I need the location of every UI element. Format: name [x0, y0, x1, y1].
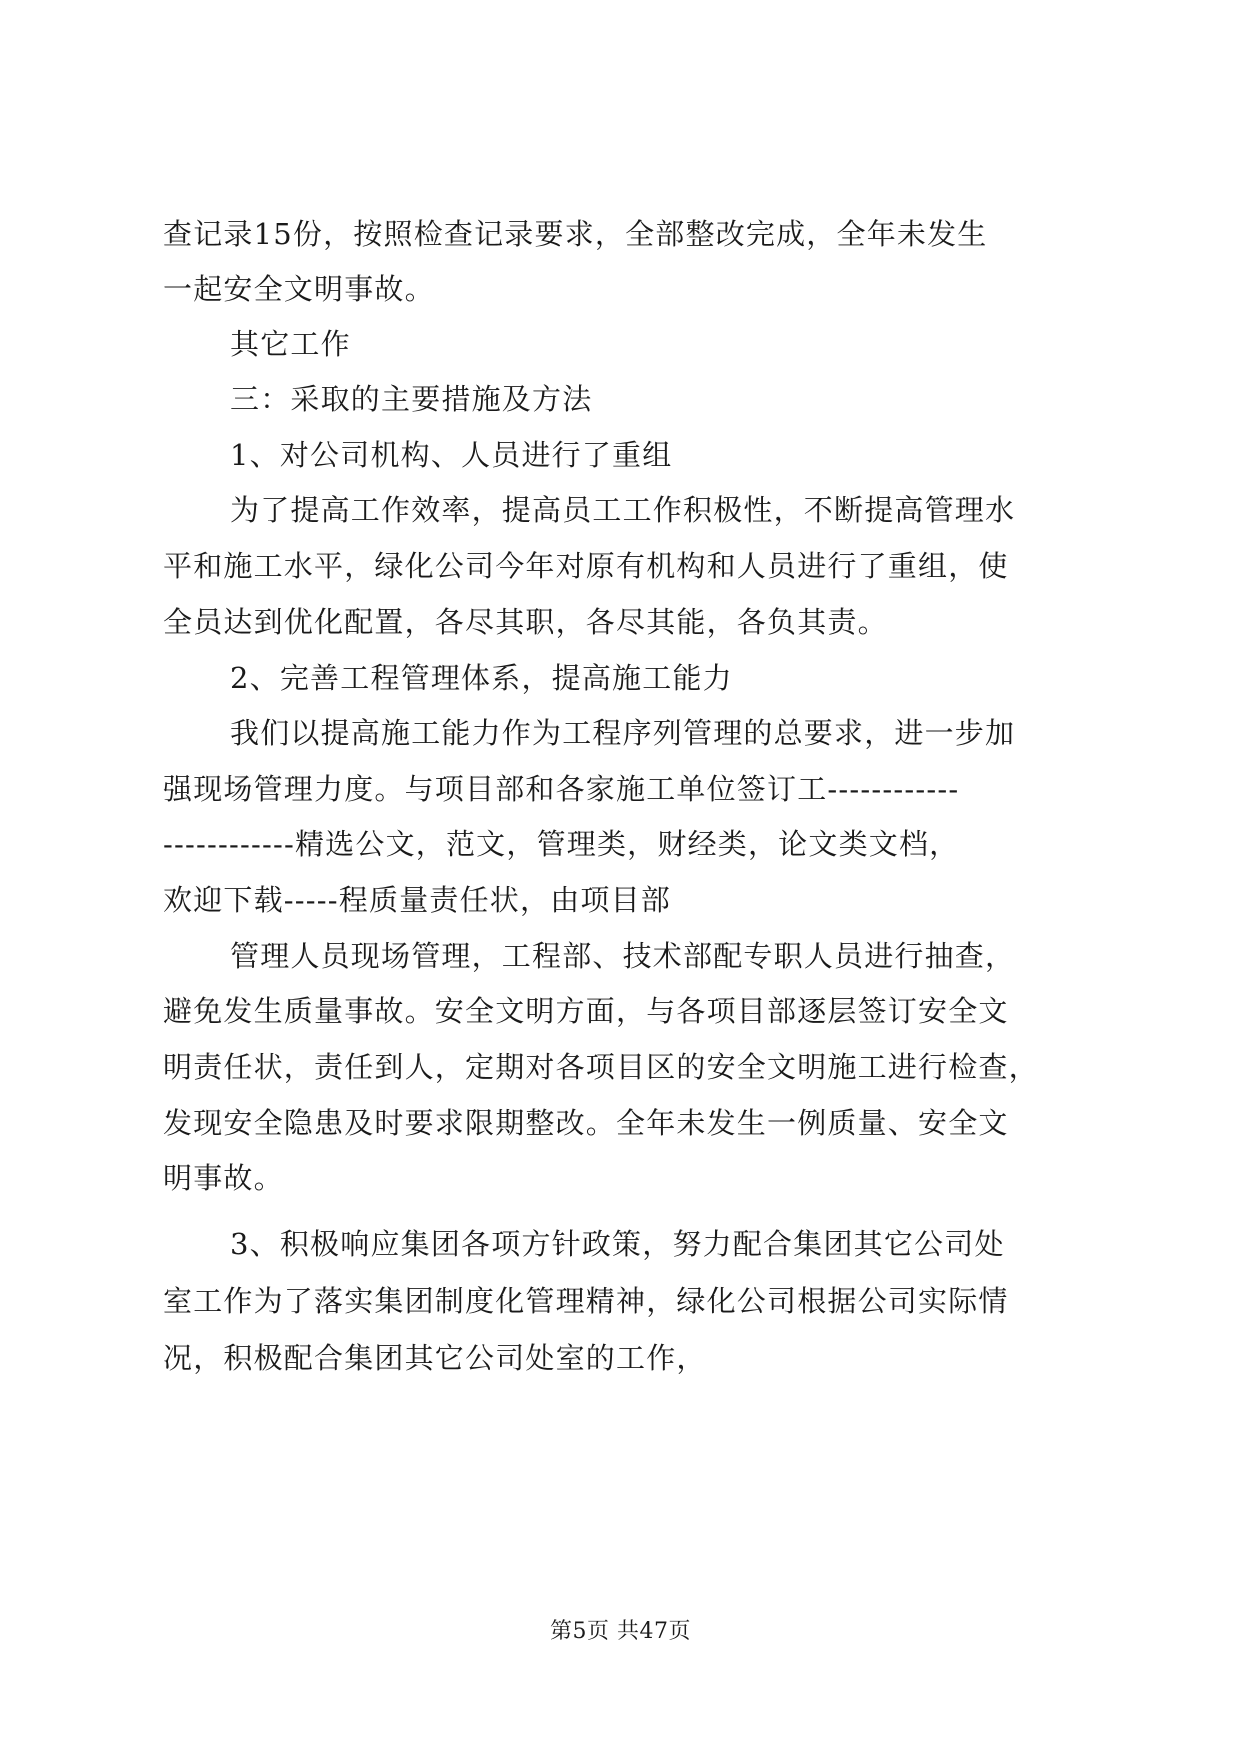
body-text-line: 管理人员现场管理，工程部、技术部配专职人员进行抽查，: [230, 939, 1016, 973]
section-heading: 三：采取的主要措施及方法: [230, 382, 593, 416]
subsection-heading: 1、对公司机构、人员进行了重组: [230, 438, 673, 472]
body-text-line: 况，积极配合集团其它公司处室的工作，: [163, 1341, 707, 1375]
subsection-heading: 2、完善工程管理体系，提高施工能力: [230, 661, 733, 695]
body-text-line: 明事故。: [163, 1161, 284, 1195]
body-text-line: 为了提高工作效率，提高员工工作积极性，不断提高管理水: [230, 493, 1016, 527]
body-text-line: 避免发生质量事故。安全文明方面，与各项目部逐层签订安全文: [163, 994, 1009, 1028]
body-text-line: 欢迎下载-----程质量责任状，由项目部: [163, 883, 671, 917]
body-text-line: 全员达到优化配置，各尽其职，各尽其能，各负其责。: [163, 605, 888, 639]
body-text-line: 查记录15份，按照检查记录要求，全部整改完成，全年未发生: [163, 217, 988, 251]
body-text-line: 发现安全隐患及时要求限期整改。全年未发生一例质量、安全文: [163, 1106, 1009, 1140]
body-text-line: 平和施工水平，绿化公司今年对原有机构和人员进行了重组，使: [163, 549, 1009, 583]
body-text-line: 明责任状，责任到人，定期对各项目区的安全文明施工进行检查，: [163, 1050, 1039, 1084]
page-footer: 第5页 共47页: [550, 1619, 691, 1644]
body-text-line: 室工作为了落实集团制度化管理精神，绿化公司根据公司实际情: [163, 1284, 1009, 1318]
body-text-line: ------------精选公文，范文，管理类，财经类，论文类文档，: [163, 827, 960, 861]
section-heading: 其它工作: [230, 327, 351, 361]
body-text-line: 强现场管理力度。与项目部和各家施工单位签订工------------: [163, 772, 960, 806]
body-text-line: 一起安全文明事故。: [163, 272, 435, 306]
body-text-line: 我们以提高施工能力作为工程序列管理的总要求，进一步加: [230, 716, 1016, 750]
subsection-heading: 3、积极响应集团各项方针政策，努力配合集团其它公司处: [230, 1227, 1005, 1261]
